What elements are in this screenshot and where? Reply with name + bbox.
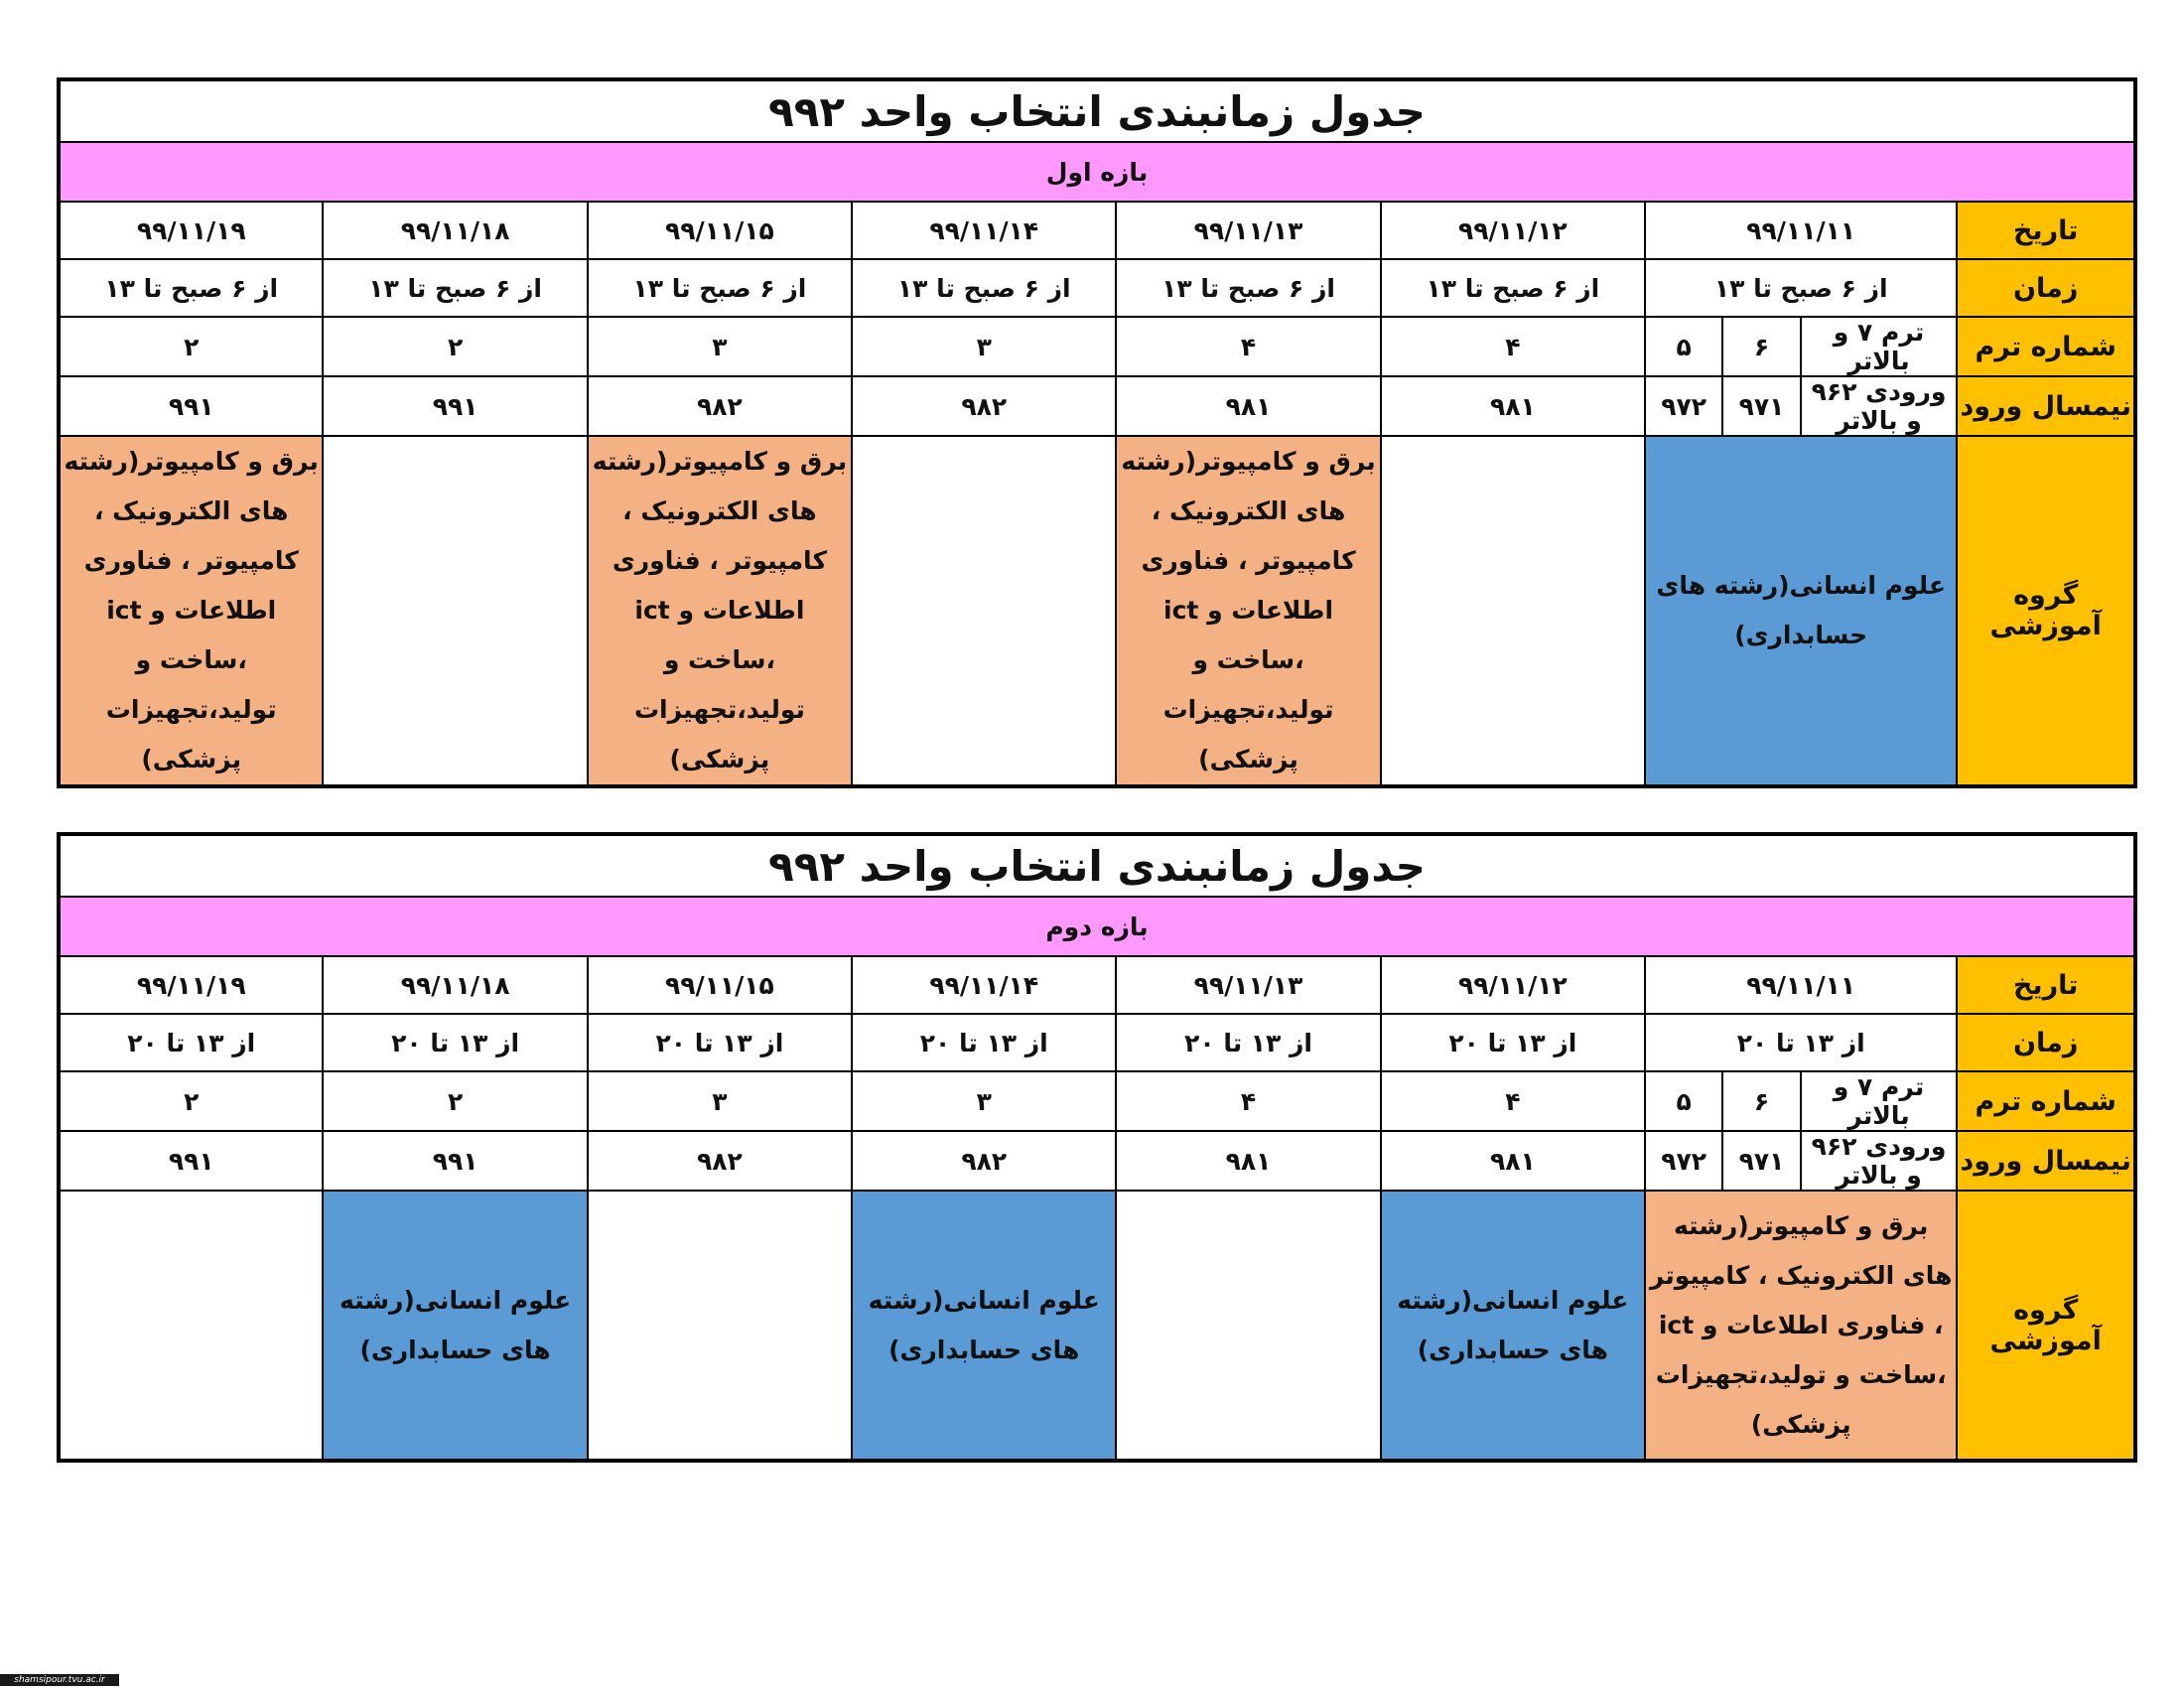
entry-cell: ۹۸۱ bbox=[1381, 1131, 1645, 1191]
range-label: بازه دوم bbox=[59, 897, 2135, 956]
entry-cell: ۹۹۱ bbox=[323, 376, 587, 436]
entry-cell: ۹۸۲ bbox=[588, 376, 852, 436]
term-label: شماره ترم bbox=[1957, 317, 2135, 376]
group-cell-empty bbox=[1116, 1191, 1380, 1461]
table-title: جدول زمانبندی انتخاب واحد ۹۹۲ bbox=[59, 834, 2135, 897]
term-cell: ۴ bbox=[1381, 1071, 1645, 1131]
date-cell: ۹۹/۱۱/۱۹ bbox=[59, 202, 323, 259]
term-label: شماره ترم bbox=[1957, 1071, 2135, 1131]
date-cell: ۹۹/۱۱/۱۱ bbox=[1645, 202, 1957, 259]
term-cell: ۶ bbox=[1722, 1071, 1800, 1131]
term-cell: ترم ۷ و بالاتر bbox=[1801, 317, 1958, 376]
group-cell-empty bbox=[588, 1191, 852, 1461]
time-cell: از ۱۳ تا ۲۰ bbox=[1381, 1014, 1645, 1071]
group-cell-empty bbox=[1381, 436, 1645, 786]
entry-cell: ۹۸۲ bbox=[588, 1131, 852, 1191]
time-cell: از ۶ صبح تا ۱۳ bbox=[852, 259, 1116, 317]
group-cell-humanities: علوم انسانی(رشته های حسابداری) bbox=[323, 1191, 587, 1461]
date-cell: ۹۹/۱۱/۱۱ bbox=[1645, 956, 1957, 1014]
group-label: گروه آموزشی bbox=[1957, 436, 2135, 786]
date-cell: ۹۹/۱۱/۱۳ bbox=[1116, 956, 1380, 1014]
time-row bbox=[59, 1014, 2135, 1071]
schedule-table-second-range bbox=[57, 832, 2137, 1463]
group-cell-empty bbox=[323, 436, 587, 786]
term-row bbox=[59, 317, 2135, 376]
site-watermark: shamsipour.tvu.ac.ir bbox=[0, 1674, 119, 1686]
entry-cell: ۹۹۱ bbox=[59, 376, 323, 436]
date-row bbox=[59, 956, 2135, 1014]
entry-cell: ۹۸۲ bbox=[852, 376, 1116, 436]
date-cell: ۹۹/۱۱/۱۵ bbox=[588, 202, 852, 259]
time-label: زمان bbox=[1957, 259, 2135, 317]
entry-cell: ۹۷۱ bbox=[1722, 1131, 1800, 1191]
term-cell: ترم ۷ و بالاتر bbox=[1801, 1071, 1958, 1131]
time-cell: از ۱۳ تا ۲۰ bbox=[323, 1014, 587, 1071]
group-cell-empty bbox=[59, 1191, 323, 1461]
term-cell: ۵ bbox=[1645, 1071, 1722, 1131]
term-cell: ۵ bbox=[1645, 317, 1722, 376]
group-cell-humanities: علوم انسانی(رشته های حسابداری) bbox=[1381, 1191, 1645, 1461]
time-cell: از ۶ صبح تا ۱۳ bbox=[1645, 259, 1957, 317]
entry-cell: ۹۷۲ bbox=[1645, 1131, 1722, 1191]
entry-cell: ورودی ۹۶۲ و بالاتر bbox=[1801, 1131, 1958, 1191]
time-cell: از ۶ صبح تا ۱۳ bbox=[1116, 259, 1380, 317]
entry-row bbox=[59, 1131, 2135, 1191]
term-cell: ۳ bbox=[588, 1071, 852, 1131]
term-cell: ۴ bbox=[1116, 1071, 1380, 1131]
range-label: بازه اول bbox=[59, 142, 2135, 202]
term-cell: ۲ bbox=[323, 317, 587, 376]
entry-cell: ۹۸۱ bbox=[1381, 376, 1645, 436]
term-cell: ۴ bbox=[1116, 317, 1380, 376]
time-cell: از ۶ صبح تا ۱۳ bbox=[588, 259, 852, 317]
time-cell: از ۱۳ تا ۲۰ bbox=[59, 1014, 323, 1071]
time-row bbox=[59, 259, 2135, 317]
entry-cell: ورودی ۹۶۲ و بالاتر bbox=[1801, 376, 1958, 436]
term-cell: ۲ bbox=[59, 317, 323, 376]
entry-label: نیمسال ورود bbox=[1957, 1131, 2135, 1191]
date-cell: ۹۹/۱۱/۱۴ bbox=[852, 956, 1116, 1014]
date-cell: ۹۹/۱۱/۱۹ bbox=[59, 956, 323, 1014]
group-cell-electrical: برق و کامپیوتر(رشته های الکترونیک ، کامپیوتر ، فناوری اطلاعات و ict ،ساخت و تولید،تجهیزات پزشکی) bbox=[1645, 1191, 1957, 1461]
date-cell: ۹۹/۱۱/۱۲ bbox=[1381, 956, 1645, 1014]
entry-cell: ۹۸۲ bbox=[852, 1131, 1116, 1191]
time-label: زمان bbox=[1957, 1014, 2135, 1071]
date-cell: ۹۹/۱۱/۱۴ bbox=[852, 202, 1116, 259]
term-row bbox=[59, 1071, 2135, 1131]
time-cell: از ۱۳ تا ۲۰ bbox=[588, 1014, 852, 1071]
schedule-table-first-range bbox=[57, 77, 2137, 788]
group-cell-electrical: برق و کامپیوتر(رشته های الکترونیک ، کامپیوتر ، فناوری اطلاعات و ict ،ساخت و تولید،تجهیزات پزشکی) bbox=[588, 436, 852, 786]
time-cell: از ۶ صبح تا ۱۳ bbox=[323, 259, 587, 317]
date-label: تاریخ bbox=[1957, 956, 2135, 1014]
date-row bbox=[59, 202, 2135, 259]
date-cell: ۹۹/۱۱/۱۸ bbox=[323, 202, 587, 259]
group-cell-humanities: علوم انسانی(رشته های حسابداری) bbox=[1645, 436, 1957, 786]
entry-label: نیمسال ورود bbox=[1957, 376, 2135, 436]
time-cell: از ۶ صبح تا ۱۳ bbox=[59, 259, 323, 317]
entry-row bbox=[59, 376, 2135, 436]
entry-cell: ۹۹۱ bbox=[323, 1131, 587, 1191]
time-cell: از ۱۳ تا ۲۰ bbox=[1116, 1014, 1380, 1071]
entry-cell: ۹۷۱ bbox=[1722, 376, 1800, 436]
group-cell-humanities: علوم انسانی(رشته های حسابداری) bbox=[852, 1191, 1116, 1461]
time-cell: از ۱۳ تا ۲۰ bbox=[852, 1014, 1116, 1071]
entry-cell: ۹۹۱ bbox=[59, 1131, 323, 1191]
date-cell: ۹۹/۱۱/۱۳ bbox=[1116, 202, 1380, 259]
group-label: گروه آموزشی bbox=[1957, 1191, 2135, 1461]
group-cell-empty bbox=[852, 436, 1116, 786]
group-cell-electrical: برق و کامپیوتر(رشته های الکترونیک ، کامپیوتر ، فناوری اطلاعات و ict ،ساخت و تولید،تجهیزات پزشکی) bbox=[59, 436, 323, 786]
table-title: جدول زمانبندی انتخاب واحد ۹۹۲ bbox=[59, 79, 2135, 142]
term-cell: ۶ bbox=[1722, 317, 1800, 376]
date-label: تاریخ bbox=[1957, 202, 2135, 259]
entry-cell: ۹۷۲ bbox=[1645, 376, 1722, 436]
date-cell: ۹۹/۱۱/۱۵ bbox=[588, 956, 852, 1014]
term-cell: ۴ bbox=[1381, 317, 1645, 376]
date-cell: ۹۹/۱۱/۱۸ bbox=[323, 956, 587, 1014]
group-cell-electrical: برق و کامپیوتر(رشته های الکترونیک ، کامپیوتر ، فناوری اطلاعات و ict ،ساخت و تولید،تجهیزات پزشکی) bbox=[1116, 436, 1380, 786]
term-cell: ۳ bbox=[588, 317, 852, 376]
term-cell: ۳ bbox=[852, 317, 1116, 376]
term-cell: ۲ bbox=[59, 1071, 323, 1131]
entry-cell: ۹۸۱ bbox=[1116, 1131, 1380, 1191]
term-cell: ۲ bbox=[323, 1071, 587, 1131]
group-row bbox=[59, 1191, 2135, 1461]
entry-cell: ۹۸۱ bbox=[1116, 376, 1380, 436]
time-cell: از ۶ صبح تا ۱۳ bbox=[1381, 259, 1645, 317]
time-cell: از ۱۳ تا ۲۰ bbox=[1645, 1014, 1957, 1071]
term-cell: ۳ bbox=[852, 1071, 1116, 1131]
group-row bbox=[59, 436, 2135, 786]
date-cell: ۹۹/۱۱/۱۲ bbox=[1381, 202, 1645, 259]
